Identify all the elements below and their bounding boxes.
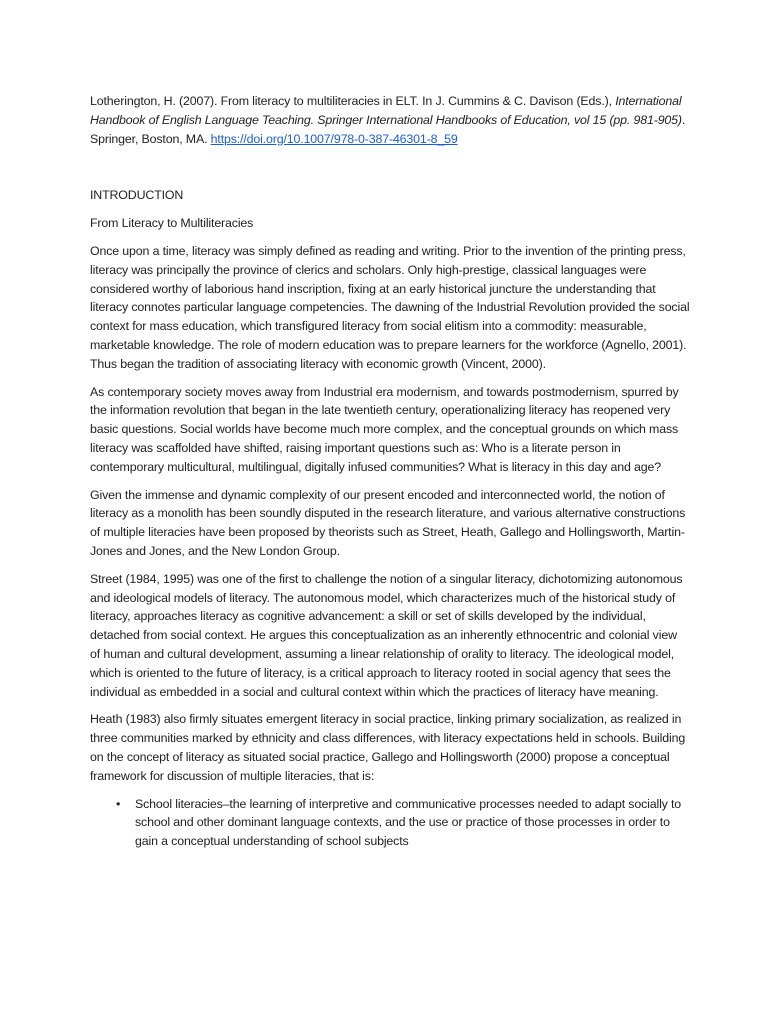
section-subheading: From Literacy to Multiliteracies [90, 216, 254, 231]
paragraph-3: Given the immense and dynamic complexity of our present encoded and interconnected world, the notion of literacy as a monolith has been soundly disputed in the research literature, and various alternative constructions of multiple literacies have been proposed by theorists such as Street, Heath, Gallego and Hollingsworth, Martin-Jones and Jones, and the New London Group. [90, 487, 686, 558]
citation [90, 92, 690, 148]
section-heading: INTRODUCTION [90, 188, 184, 203]
citation-publisher-text: . Springer, Boston, MA. [90, 112, 686, 146]
citation-book-title: International Handbook of English Language Teaching. Springer International Handbooks of Education, vol 15 (pp. 981-905) [90, 94, 682, 127]
list-item-text: School literacies–the learning of interpretive and communicative processes needed to adapt socially to school and other dominant language contexts, and the use or practice of those processes in order to gain a conceptual understanding of school subjects [135, 796, 682, 849]
paragraph-4: Street (1984, 1995) was one of the first to challenge the notion of a singular literacy, dichotomizing autonomous and ideological models of literacy. The autonomous model, which characterizes much of the historical study of literacy, approaches literacy as cognitive advancement: a skill or set of skills developed by the individual, detached from social context. He argues this conceptualization as an inherently ethnocentric and colonial view of human and cultural development, assuming a linear relationship of orality to literacy. The ideological model, which is oriented to the future of literacy, is a critical approach to literacy rooted in social agency that sees the individual as embedded in a social and cultural context within which the practices of literacy have meaning. [90, 571, 683, 699]
bullet-icon: • [116, 796, 121, 811]
paragraph-1: Once upon a time, literacy was simply defined as reading and writing. Prior to the invention of the printing press, literacy was principally the province of clerics and scholars. Only high-prestige, classical languages were considered worthy of laborious hand inscription, fixing at an early historical juncture the understanding that literacy connotes particular language competencies. The dawning of the Industrial Revolution provided the social context for mass education, which transfigured literacy from social elitism into a commodity: measurable, marketable knowledge. The role of modern education was to prepare learners for the workforce (Agnello, 2001). Thus began the tradition of associating literacy with economic growth (Vincent, 2000). [90, 243, 690, 371]
paragraph-5: Heath (1983) also firmly situates emergent literacy in social practice, linking primary socialization, as realized in three communities marked by ethnicity and class differences, with literacy expectations held in schools. Building on the concept of literacy as situated social practice, Gallego and Hollingsworth (2000) propose a conceptual framework for discussion of multiple literacies, that is: [90, 712, 686, 783]
citation-authors-text: Lotherington, H. (2007). From literacy to multiliteracies in ELT. In J. Cummins & C. Davison (Eds.), [90, 94, 616, 108]
document-page [90, 92, 690, 851]
paragraph-2: As contemporary society moves away from Industrial era modernism, and towards postmodernism, spurred by the information revolution that began in the late twentieth century, operationalizing literacy has reopened very basic questions. Social worlds have become much more complex, and the conceptual grounds on which mass literacy was scaffolded have shifted, raising important questions such as: Who is a literate person in contemporary multicultural, multilingual, digitally infused communities? What is literacy in this day and age? [90, 384, 679, 474]
doi-link[interactable]: https://doi.org/10.1007/978-0-387-46301-8_59 [210, 131, 458, 146]
bullet-list [90, 795, 690, 851]
list-item [90, 795, 690, 851]
